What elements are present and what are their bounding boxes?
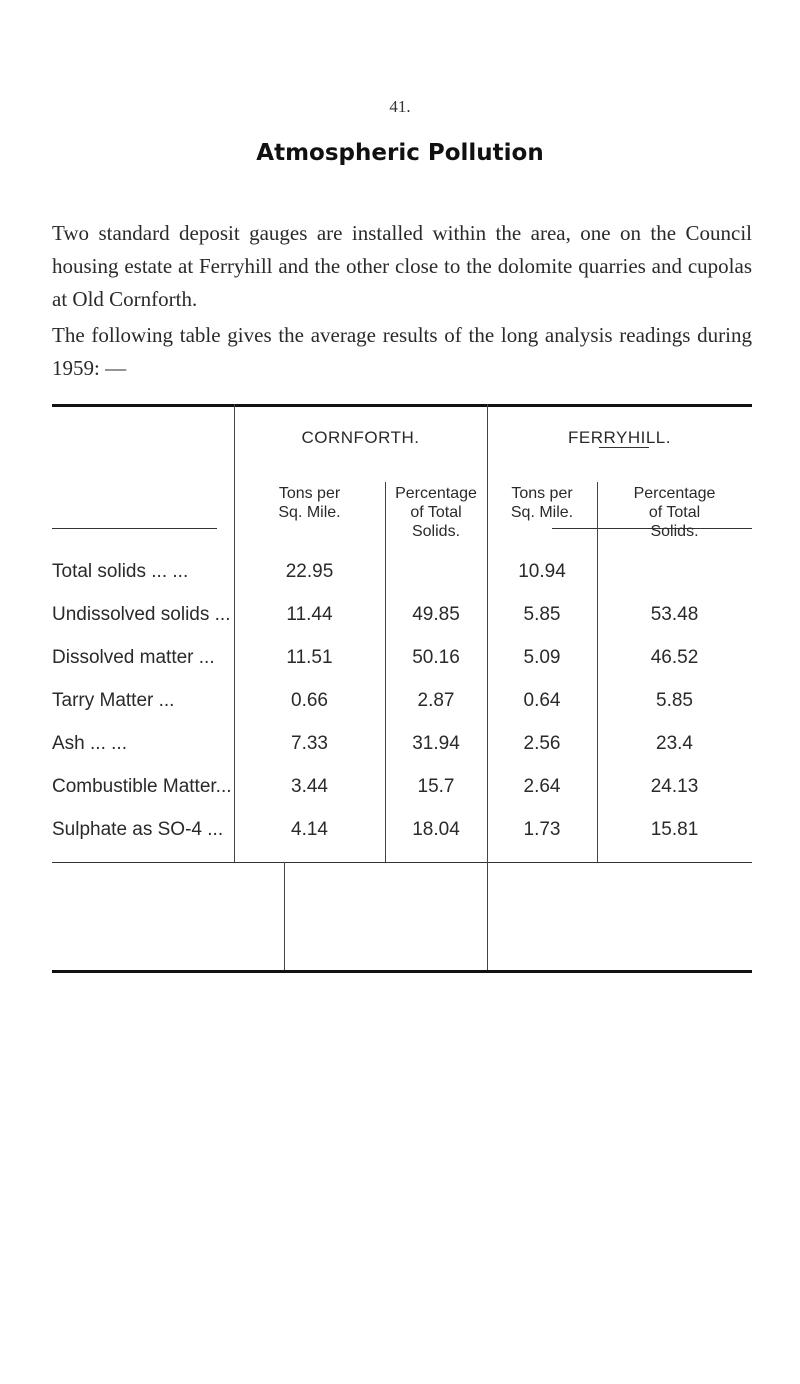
corn-tons-value: 11.51 <box>286 647 333 668</box>
ferry-tons-value: 2.56 <box>523 733 561 754</box>
ferry-pct-line1: Percentage <box>633 485 716 502</box>
ferry-tons-line1: Tons per <box>511 485 573 502</box>
ferry-pct-value: 46.52 <box>650 647 699 668</box>
row-label: Undissolved solids ... <box>52 604 231 625</box>
group-cornforth: CORNFORTH. <box>301 428 420 447</box>
table-top-rule <box>52 404 752 407</box>
section-divider-rule <box>52 862 752 863</box>
corn-pct-line2: of Total <box>410 504 462 521</box>
page-number: 41. <box>389 97 411 116</box>
row-label: Tarry Matter ... <box>52 690 175 711</box>
ferry-pct-line2: of Total <box>648 504 701 521</box>
intro-paragraph-1: Two standard deposit gauges are installed within the area, one on the Council housing estate at Ferryhill and the other close to the dolomite quarries and cupolas at Old Cornforth. <box>52 221 752 311</box>
corn-pct-header <box>385 484 487 541</box>
page-title: Atmospheric Pollution <box>256 140 544 166</box>
ferry-tons-value: 2.64 <box>523 776 561 797</box>
corn-pct-value: 2.87 <box>417 690 455 711</box>
ferry-pct-header <box>597 484 752 541</box>
ferry-pct-value: 15.81 <box>650 819 699 840</box>
intro-paragraph-2: The following table gives the average results of the long analysis readings during 1959: — <box>52 323 752 380</box>
corn-tons-value: 4.14 <box>291 819 328 840</box>
corn-pct-value: 49.85 <box>412 604 460 625</box>
pollution-table <box>52 404 752 934</box>
row-label: Sulphate as SO-4 ... <box>52 819 224 840</box>
ferry-tons-value: 5.09 <box>523 647 561 668</box>
row-label: Dissolved matter ... <box>52 647 215 668</box>
row-label: Combustible Matter... <box>52 776 232 797</box>
ferry-tons-value: 1.73 <box>523 819 561 840</box>
ferry-pct-value: 53.48 <box>650 604 699 625</box>
corn-tons-line2: Sq. Mile. <box>278 504 341 521</box>
group-ferryhill: FERRYHILL. <box>568 428 671 447</box>
ferry-tons-value: 0.64 <box>523 690 561 711</box>
ferry-pct-value: 24.13 <box>650 776 699 797</box>
corn-pct-value: 18.04 <box>412 819 460 840</box>
row-label: Ash ... ... <box>52 733 127 754</box>
corn-tons-value: 3.44 <box>291 776 328 797</box>
corn-pct-line1: Percentage <box>395 485 477 502</box>
corn-pct-line3: Solids. <box>411 523 461 540</box>
ferry-pct-line3: Solids. <box>650 523 699 540</box>
table-bottom-rule <box>52 970 752 973</box>
corn-tons-value: 11.44 <box>286 604 333 625</box>
ferry-pct-value: 23.4 <box>656 733 693 754</box>
corn-tons-value: 7.33 <box>291 733 328 754</box>
ferry-tons-header <box>487 484 597 522</box>
corn-tons-value: 22.95 <box>285 561 334 582</box>
corn-tons-header <box>234 484 385 522</box>
ferry-tons-value: 5.85 <box>523 604 561 625</box>
corn-tons-line1: Tons per <box>278 485 341 502</box>
corn-tons-value: 0.66 <box>291 690 328 711</box>
ferry-tons-value: 10.94 <box>518 561 566 582</box>
corn-pct-value: 31.94 <box>412 733 460 754</box>
header-underline-label <box>52 528 217 529</box>
ferry-pct-value: 5.85 <box>656 690 693 711</box>
corn-pct-value: 15.7 <box>417 776 455 797</box>
ferry-tons-line2: Sq. Mile. <box>510 504 574 521</box>
divider-label-lower <box>284 862 285 970</box>
row-label: Total solids ... ... <box>52 561 189 582</box>
corn-pct-value: 50.16 <box>412 647 460 668</box>
